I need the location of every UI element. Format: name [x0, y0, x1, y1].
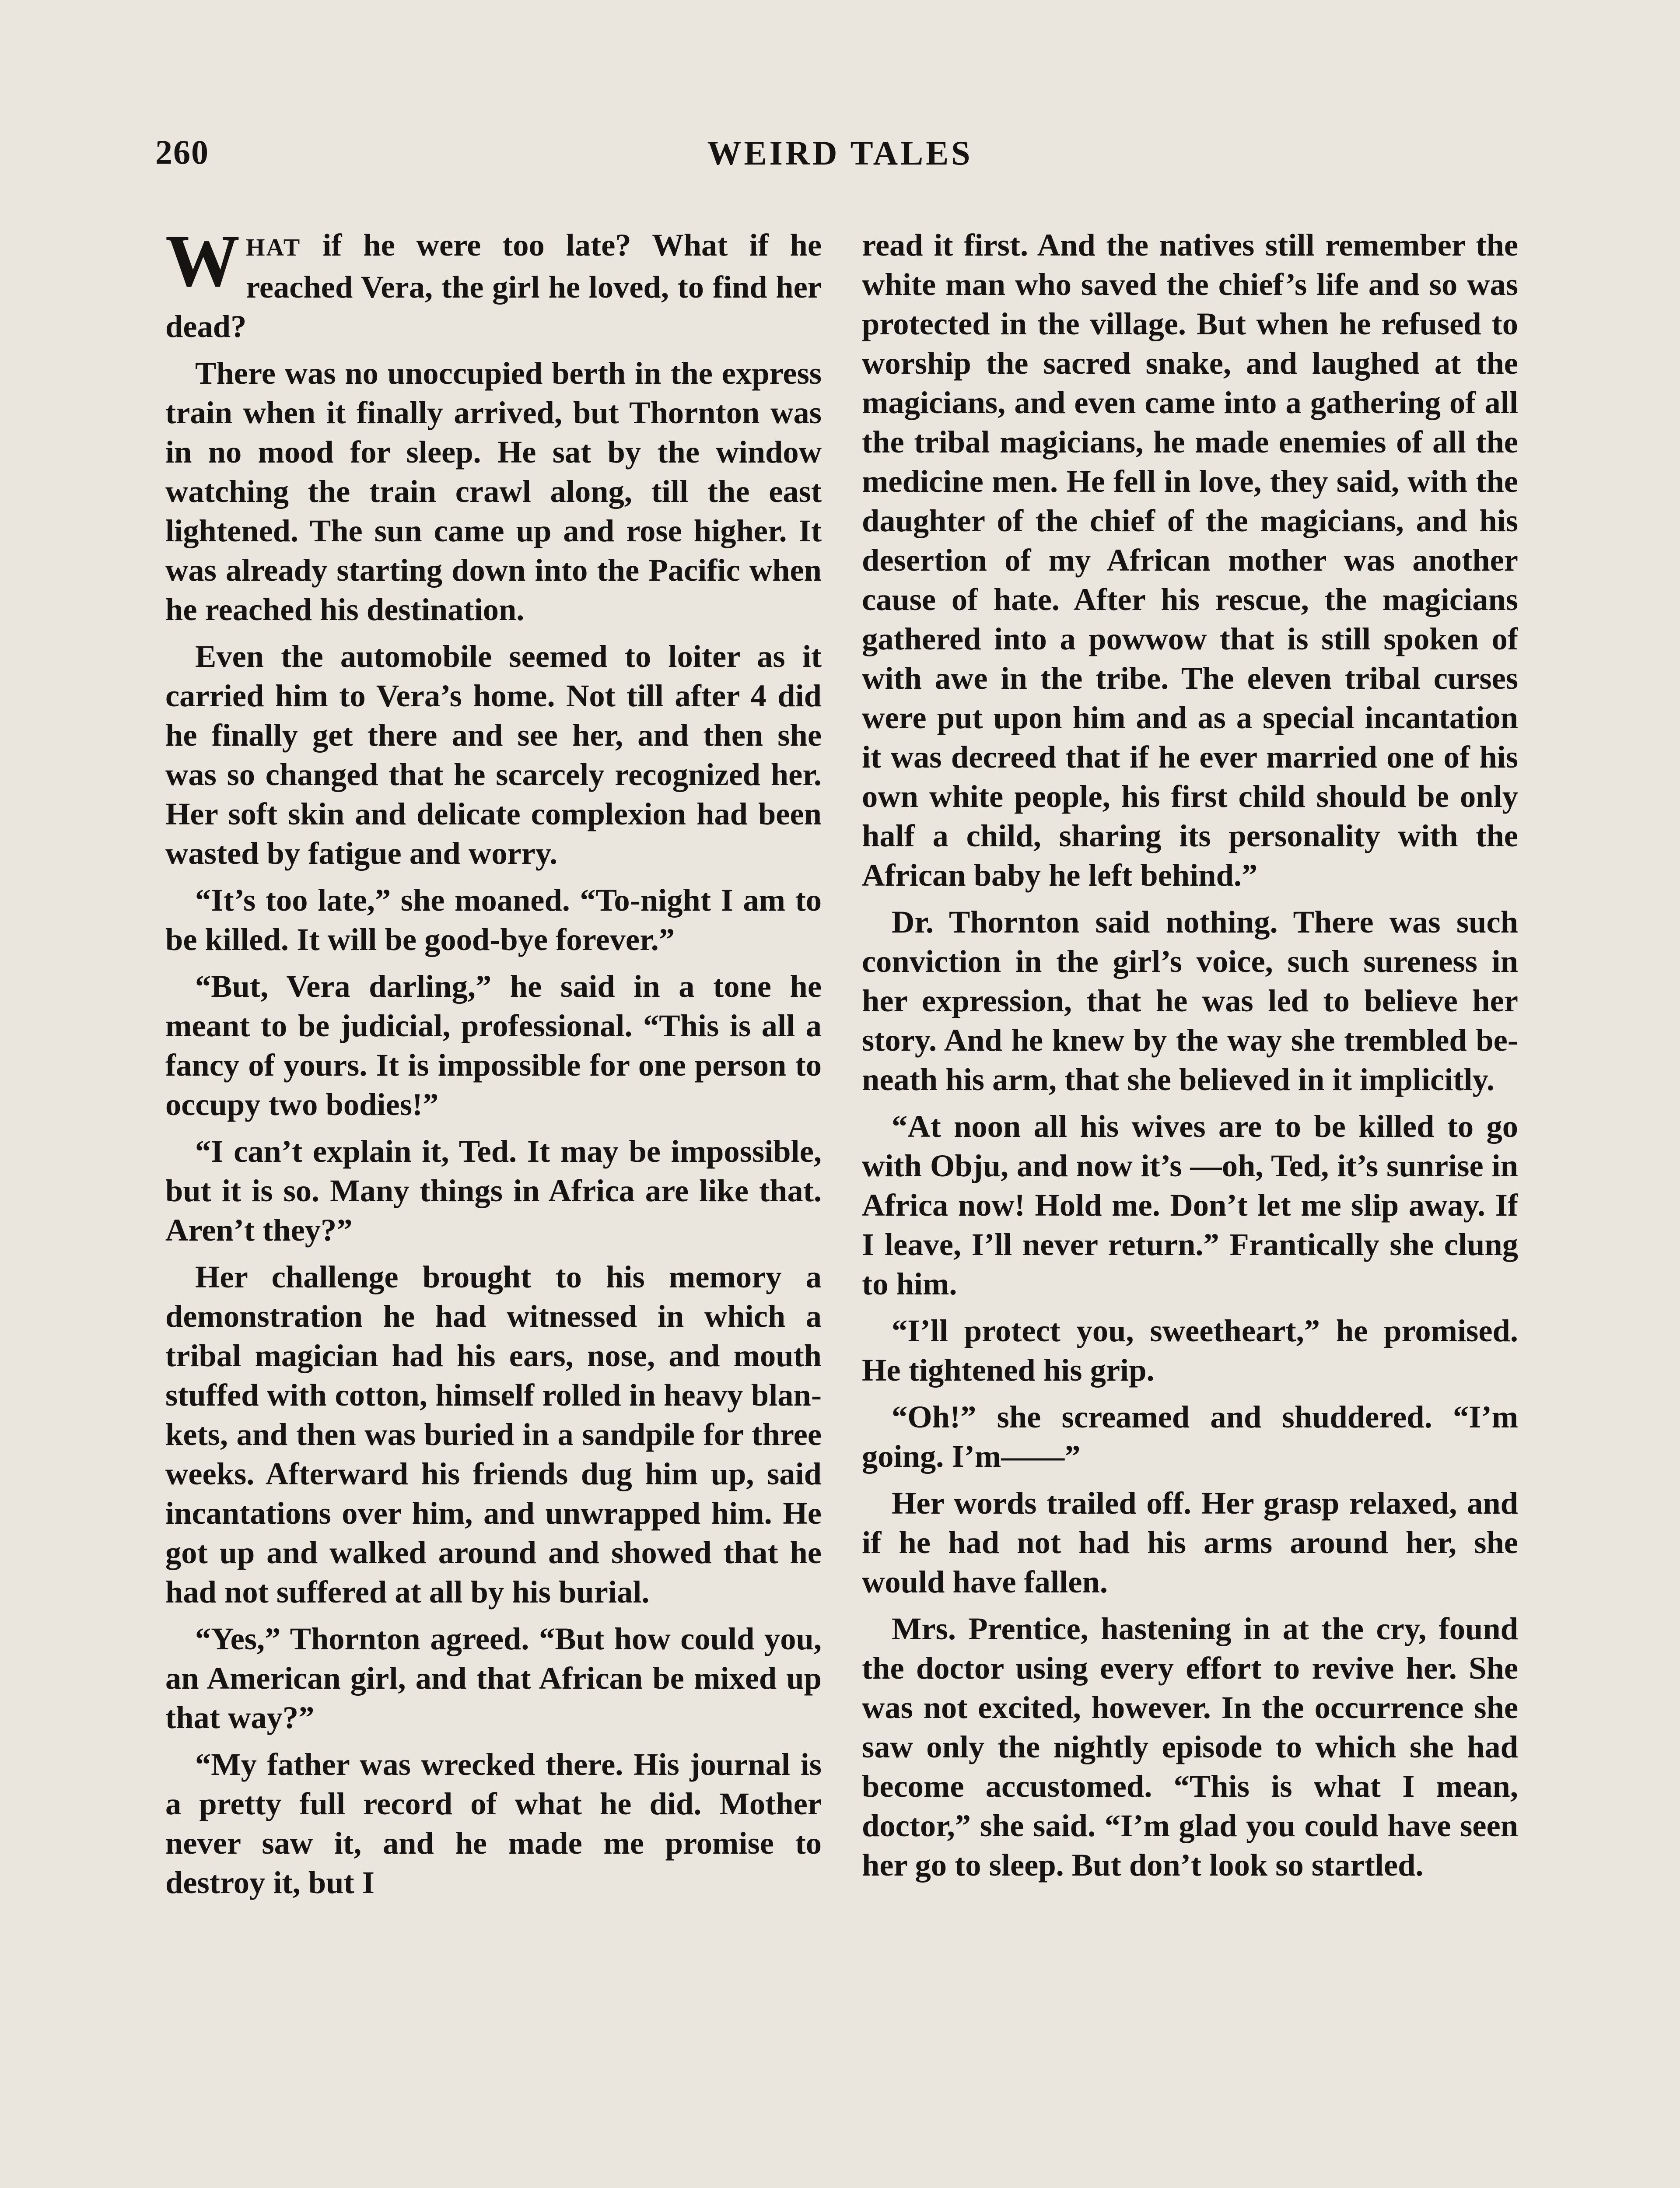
paragraph: “But, Vera darling,” he said in a tone he meant to be judicial, professional. “This is all a fancy of yours. It is impossible for one person to occupy two bodies!” [165, 968, 822, 1122]
lead-text: if he were too late? What if he reached Vera, the girl he loved, to find her dead? [165, 227, 822, 344]
paragraph: Mrs. Prentice, hastening in at the cry, found the doctor using every effort to revive her. She was not excited, however. In the occurrence she saw only the nightly episode to which she had become accustomed. “This is what I mean, doctor,” she said. “I’m glad you could have seen her go to sleep. But don’t look so startled. [862, 1611, 1518, 1883]
paragraph: “I can’t explain it, Ted. It may be impossible, but it is so. Many things in Africa are like that. Aren’t they?” [165, 1133, 822, 1248]
continued-paragraph: read it first. And the natives still remember the white man who saved the chief’s life and so was protected in the village. But when he refused to worship the sacred snake, and laughed at the magicians, and even came into a gathering of all the tribal magicians, he made enemies of all the medicine men. He fell in love, they said, with the daughter of the chief of the magicians, and his desertion of my African mother was another cause of hate. After his rescue, the magicians gathered into a powwow that is still spoken of with awe in the tribe. The eleven tribal curses were put upon him and as a special incantation it was decreed that if he ever married one of his own white people, his first child should be only half a child, sharing its personality with the African baby he left behind.” [862, 227, 1518, 893]
paragraph: “My father was wrecked there. His journal is a pretty full record of what he did. Mother never saw it, and he made me promise to destroy it, but I [165, 1746, 822, 1900]
page-number: 260 [155, 133, 209, 171]
paragraph: There was no unoccupied berth in the express train when it finally arrived, but Thornton was in no mood for sleep. He sat by the window watching the train crawl along, till the east lightened. The sun came up and rose higher. It was already starting down into the Pacific when he reached his destination. [165, 355, 822, 627]
page-header [155, 129, 1525, 177]
paragraph: “I’ll protect you, sweetheart,” he promised. He tightened his grip. [862, 1313, 1518, 1388]
opening-paragraph [165, 225, 822, 346]
left-column [165, 225, 822, 2188]
paragraph: “Yes,” Thornton agreed. “But how could you, an American girl, and that African be mixed up that way?” [165, 1621, 822, 1735]
paragraph: “At noon all his wives are to be killed to go with Obju, and now it’s —oh, Ted, it’s sunrise in Africa now! Hold me. Don’t let me slip away. If I leave, I’ll never return.” Frantically she clung to him. [862, 1108, 1518, 1301]
right-column [862, 225, 1518, 2188]
paragraph: Dr. Thornton said nothing. There was such conviction in the girl’s voice, such sureness in her expression, that he was led to believe her story. And he knew by the way she trembled beneath his arm, that she believed in it implicitly. [862, 904, 1518, 1097]
paragraph: “Oh!” she screamed and shuddered. “I’m going. I’m——” [862, 1399, 1518, 1474]
drop-cap: W [165, 225, 240, 302]
paragraph: Even the automobile seemed to loiter as it carried him to Vera’s home. Not till after 4 did he finally get there and see her, and then she was so changed that he scarcely recognized her. Her soft skin and delicate complexion had been wasted by fatigue and worry. [165, 638, 822, 871]
paragraph: “It’s too late,” she moaned. “To-night I am to be killed. It will be good-bye forever.” [165, 882, 822, 957]
running-head-title: WEIRD TALES [707, 134, 973, 172]
paragraph: Her words trailed off. Her grasp relaxed, and if he had not had his arms around her, she would have fallen. [862, 1485, 1518, 1599]
lead-smallcaps: HAT [246, 234, 301, 261]
paragraph: Her challenge brought to his memory a demonstration he had witnessed in which a tribal magician had his ears, nose, and mouth stuffed with cotton, himself rolled in heavy blankets, and then was buried in a sandpile for three weeks. Afterward his friends dug him up, said incantations over him, and unwrapped him. He got up and walked around and showed that he had not suffered at all by his burial. [165, 1259, 822, 1609]
